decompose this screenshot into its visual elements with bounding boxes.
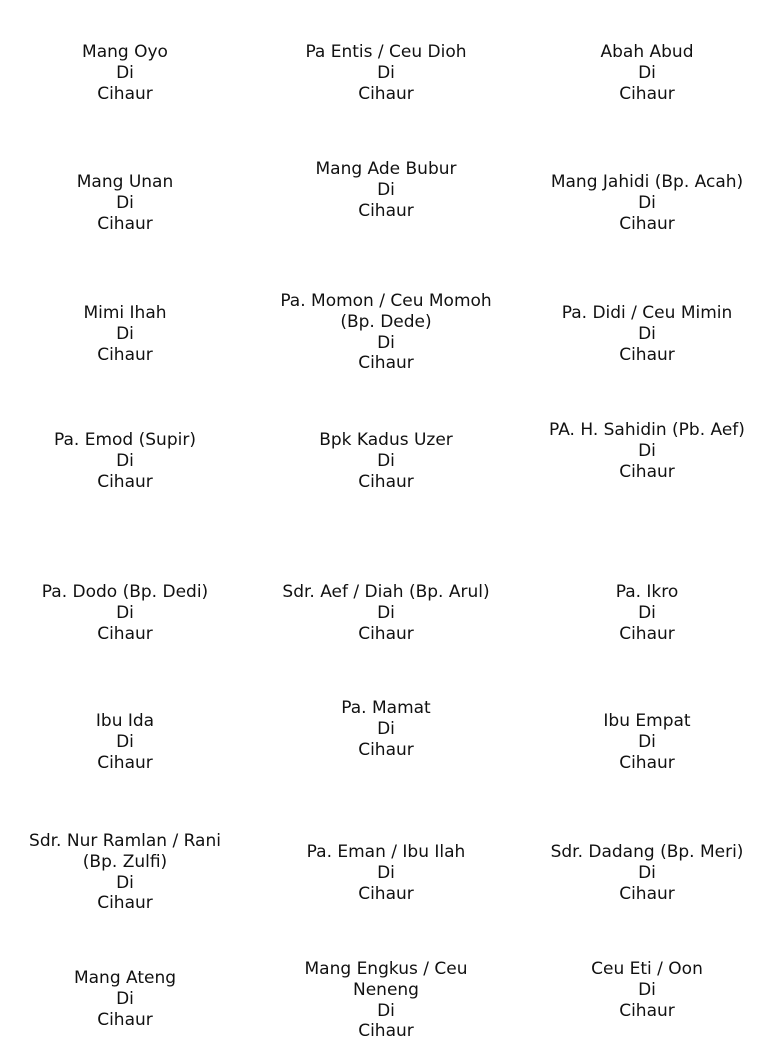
address-preposition: Di <box>116 988 134 1009</box>
address-preposition: Di <box>116 62 134 83</box>
address-village: Cihaur <box>358 83 414 104</box>
address-label <box>522 711 768 773</box>
address-village: Cihaur <box>619 83 675 104</box>
address-label <box>259 159 513 221</box>
address-label <box>0 172 250 234</box>
address-village: Cihaur <box>358 471 414 492</box>
address-preposition: Di <box>116 323 134 344</box>
address-preposition: Di <box>116 731 134 752</box>
address-label <box>522 582 768 644</box>
address-village: Cihaur <box>97 623 153 644</box>
addressee-name: PA. H. Sahidin (Pb. Aef) <box>549 420 745 440</box>
addressee-name: Bpk Kadus Uzer <box>319 430 453 450</box>
address-village: Cihaur <box>97 83 153 104</box>
addressee-name: Pa. Momon / Ceu Momoh <box>280 291 492 311</box>
address-label <box>0 582 250 644</box>
address-preposition: Di <box>377 862 395 883</box>
address-label <box>259 582 513 644</box>
address-label <box>522 420 768 482</box>
address-preposition: Di <box>377 718 395 739</box>
address-label <box>0 711 250 773</box>
address-label <box>0 303 250 365</box>
address-village: Cihaur <box>97 893 153 914</box>
address-village: Cihaur <box>619 883 675 904</box>
addressee-name: Ceu Eti / Oon <box>591 959 703 979</box>
address-preposition: Di <box>377 1000 395 1021</box>
address-village: Cihaur <box>358 353 414 374</box>
address-label <box>0 42 250 104</box>
address-label <box>522 959 768 1021</box>
addressee-name: Pa. Didi / Ceu Mimin <box>561 303 733 323</box>
addressee-name: Mang Engkus / Ceu <box>304 959 468 979</box>
addressee-name: Ibu Empat <box>603 711 691 731</box>
address-preposition: Di <box>116 872 134 893</box>
address-preposition: Di <box>638 440 656 461</box>
addressee-name: Pa. Ikro <box>615 582 679 602</box>
addressee-name: Mang Ade Bubur <box>315 159 457 179</box>
address-label <box>259 698 513 760</box>
address-village: Cihaur <box>619 461 675 482</box>
addressee-name-continued: (Bp. Dede) <box>340 311 432 332</box>
addressee-name-continued: (Bp. Zulfi) <box>82 851 168 872</box>
address-preposition: Di <box>377 602 395 623</box>
address-village: Cihaur <box>97 344 153 365</box>
address-preposition: Di <box>377 450 395 471</box>
addressee-name: Pa. Eman / Ibu Ilah <box>306 842 466 862</box>
address-preposition: Di <box>638 62 656 83</box>
address-village: Cihaur <box>619 344 675 365</box>
address-label <box>0 831 250 914</box>
address-label <box>259 291 513 374</box>
address-village: Cihaur <box>97 213 153 234</box>
addressee-name: Mang Unan <box>76 172 174 192</box>
address-village: Cihaur <box>97 1009 153 1030</box>
address-village: Cihaur <box>358 883 414 904</box>
address-preposition: Di <box>377 179 395 200</box>
address-village: Cihaur <box>97 471 153 492</box>
address-village: Cihaur <box>358 200 414 221</box>
address-label <box>522 42 768 104</box>
address-preposition: Di <box>638 323 656 344</box>
addressee-name: Sdr. Aef / Diah (Bp. Arul) <box>282 582 490 602</box>
addressee-name: Abah Abud <box>600 42 694 62</box>
address-village: Cihaur <box>97 752 153 773</box>
address-label <box>0 430 250 492</box>
address-village: Cihaur <box>619 213 675 234</box>
address-label <box>522 303 768 365</box>
address-preposition: Di <box>638 731 656 752</box>
address-preposition: Di <box>638 862 656 883</box>
addressee-name: Mang Ateng <box>73 968 177 988</box>
address-preposition: Di <box>638 979 656 1000</box>
address-village: Cihaur <box>358 739 414 760</box>
addressee-name: Sdr. Dadang (Bp. Meri) <box>550 842 744 862</box>
address-preposition: Di <box>638 602 656 623</box>
address-label <box>522 842 768 904</box>
address-label <box>259 42 513 104</box>
addressee-name: Ibu Ida <box>95 711 155 731</box>
addressee-name: Mimi Ihah <box>83 303 167 323</box>
address-preposition: Di <box>116 450 134 471</box>
address-preposition: Di <box>377 332 395 353</box>
address-village: Cihaur <box>619 1000 675 1021</box>
addressee-name: Mang Jahidi (Bp. Acah) <box>550 172 744 192</box>
address-village: Cihaur <box>358 1021 414 1042</box>
address-label <box>259 430 513 492</box>
address-label <box>0 968 250 1030</box>
addressee-name: Mang Oyo <box>82 42 168 62</box>
address-preposition: Di <box>116 192 134 213</box>
address-village: Cihaur <box>619 623 675 644</box>
address-label <box>522 172 768 234</box>
addressee-name: Pa. Mamat <box>341 698 431 718</box>
address-preposition: Di <box>377 62 395 83</box>
address-village: Cihaur <box>619 752 675 773</box>
addressee-name: Pa Entis / Ceu Dioh <box>305 42 467 62</box>
addressee-name: Pa. Dodo (Bp. Dedi) <box>41 582 209 602</box>
addressee-name-continued: Neneng <box>353 979 419 1000</box>
addressee-name: Pa. Emod (Supir) <box>54 430 196 450</box>
address-village: Cihaur <box>358 623 414 644</box>
address-label <box>259 959 513 1042</box>
address-label <box>259 842 513 904</box>
addressee-name: Sdr. Nur Ramlan / Rani <box>29 831 221 851</box>
address-preposition: Di <box>638 192 656 213</box>
address-preposition: Di <box>116 602 134 623</box>
